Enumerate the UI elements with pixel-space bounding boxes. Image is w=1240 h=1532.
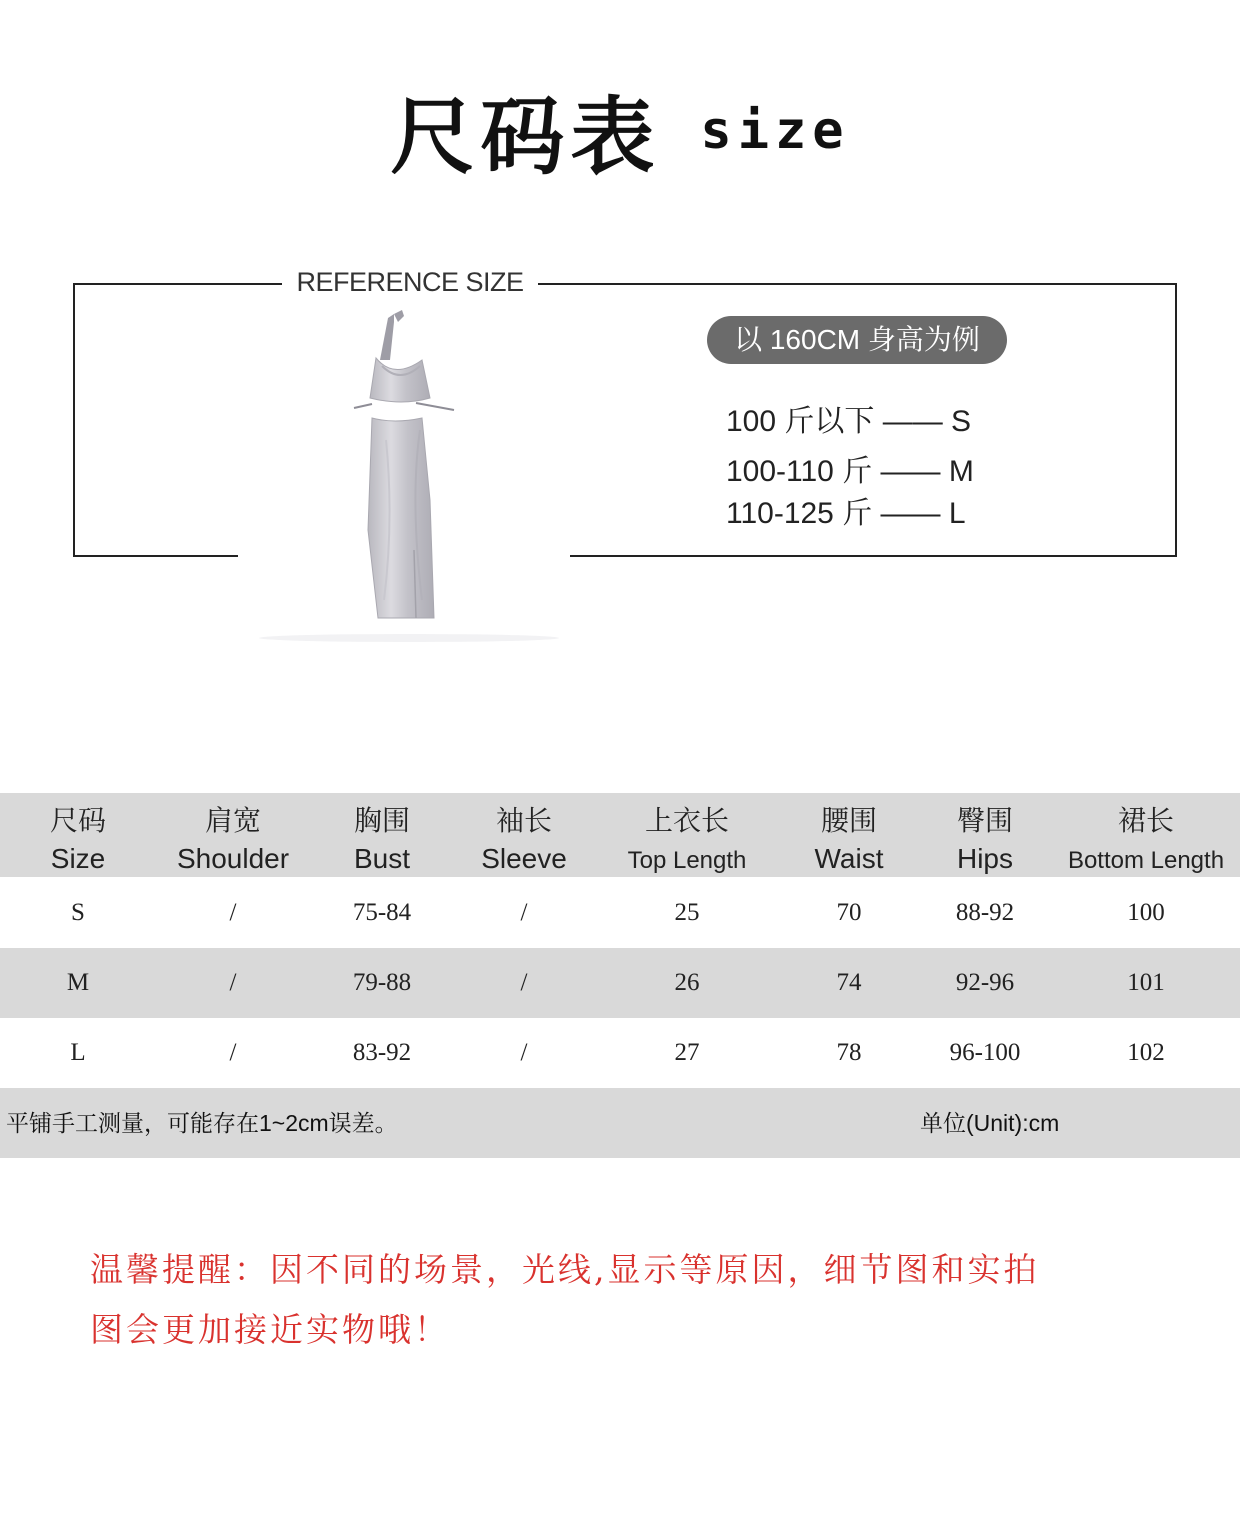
header-sleeve	[454, 793, 594, 877]
measurement-note: 平铺手工测量，可能存在1~2cm误差。	[6, 1110, 398, 1136]
table-row	[0, 877, 1240, 948]
measurement-note-band	[0, 1088, 1240, 1158]
cell-hips: 88-92	[955, 898, 1015, 926]
reminder-line-1: 温馨提醒：因不同的场景，光线,显示等原因，细节图和实拍	[90, 1250, 1040, 1289]
header-label-en: Size	[50, 843, 106, 874]
cell-waist: 78	[836, 1039, 862, 1066]
header-label-en: Hips	[956, 843, 1013, 874]
cell-bust: 83-92	[352, 1039, 412, 1066]
header-label-en: Sleeve	[481, 843, 567, 874]
cell-bottom-length: 102	[1127, 1039, 1165, 1066]
header-label-cn: 裙长	[1117, 805, 1174, 836]
header-label-cn: 上衣长	[644, 805, 729, 836]
cell-waist: 74	[836, 969, 862, 996]
cell-waist: 70	[836, 898, 862, 926]
header-hips	[918, 793, 1052, 877]
frame-left	[73, 283, 75, 557]
header-waist	[780, 793, 918, 877]
title-chinese: 尺码表	[390, 87, 661, 186]
cell-bust: 79-88	[352, 969, 412, 996]
header-label-en: Top Length	[627, 847, 747, 874]
header-bottom-length	[1052, 793, 1240, 877]
table-row	[0, 948, 1240, 1018]
cell-size: S	[71, 898, 85, 926]
cell-shoulder: /	[229, 1039, 237, 1066]
cell-hips: 92-96	[955, 969, 1015, 996]
header-label-en: Waist	[814, 843, 884, 874]
cell-shoulder: /	[229, 898, 237, 926]
header-label-en: Bottom Length	[1067, 847, 1225, 874]
header-top-length	[594, 793, 780, 877]
frame-right	[1175, 283, 1177, 557]
header-label-cn: 尺码	[49, 805, 106, 836]
header-label-cn: 肩宽	[204, 805, 261, 836]
table-row	[0, 1018, 1240, 1088]
height-reference-badge: 以 160CM 身高为例	[707, 316, 1007, 364]
frame-bottom-left	[73, 555, 238, 557]
garment-image	[244, 300, 574, 650]
cell-bottom-length: 101	[1127, 969, 1165, 996]
unit-label: 单位(Unit):cm	[920, 1110, 1060, 1136]
frame-top-left	[73, 283, 283, 285]
cell-top-length: 25	[674, 898, 700, 926]
header-size	[0, 793, 156, 877]
cell-top-length: 26	[674, 969, 700, 996]
header-bust	[310, 793, 454, 877]
cell-size: M	[66, 969, 90, 996]
cell-sleeve: /	[520, 898, 528, 926]
header-label-cn: 臀围	[956, 805, 1013, 836]
header-label-en: Bust	[353, 843, 411, 874]
cell-size: L	[70, 1039, 86, 1066]
size-table	[0, 793, 1240, 1088]
reference-size-label: REFERENCE SIZE	[282, 264, 538, 300]
header-label-cn: 胸围	[353, 805, 410, 836]
weight-size-row-l: 110-125 斤 —— L	[726, 497, 966, 530]
cell-hips: 96-100	[949, 1039, 1021, 1066]
table-header	[0, 793, 1240, 877]
cell-bottom-length: 100	[1127, 898, 1165, 926]
reminder-text	[90, 1240, 1170, 1360]
header-label-cn: 袖长	[495, 805, 552, 836]
header-label-en: Shoulder	[176, 843, 290, 874]
header-label-cn: 腰围	[820, 805, 877, 836]
page-title	[0, 70, 1240, 190]
cell-shoulder: /	[229, 969, 237, 996]
cell-sleeve: /	[520, 1039, 528, 1066]
cell-bust: 75-84	[352, 898, 412, 926]
weight-size-row-m: 100-110 斤 —— M	[726, 455, 974, 488]
frame-top-right	[537, 283, 1177, 285]
weight-size-row-s: 100 斤以下 —— S	[726, 405, 972, 438]
header-shoulder	[156, 793, 310, 877]
cell-top-length: 27	[674, 1039, 700, 1066]
reminder-line-2: 图会更加接近实物哦！	[90, 1310, 450, 1349]
cell-sleeve: /	[520, 969, 528, 996]
frame-bottom-right	[570, 555, 1177, 557]
title-english: size	[700, 100, 850, 161]
